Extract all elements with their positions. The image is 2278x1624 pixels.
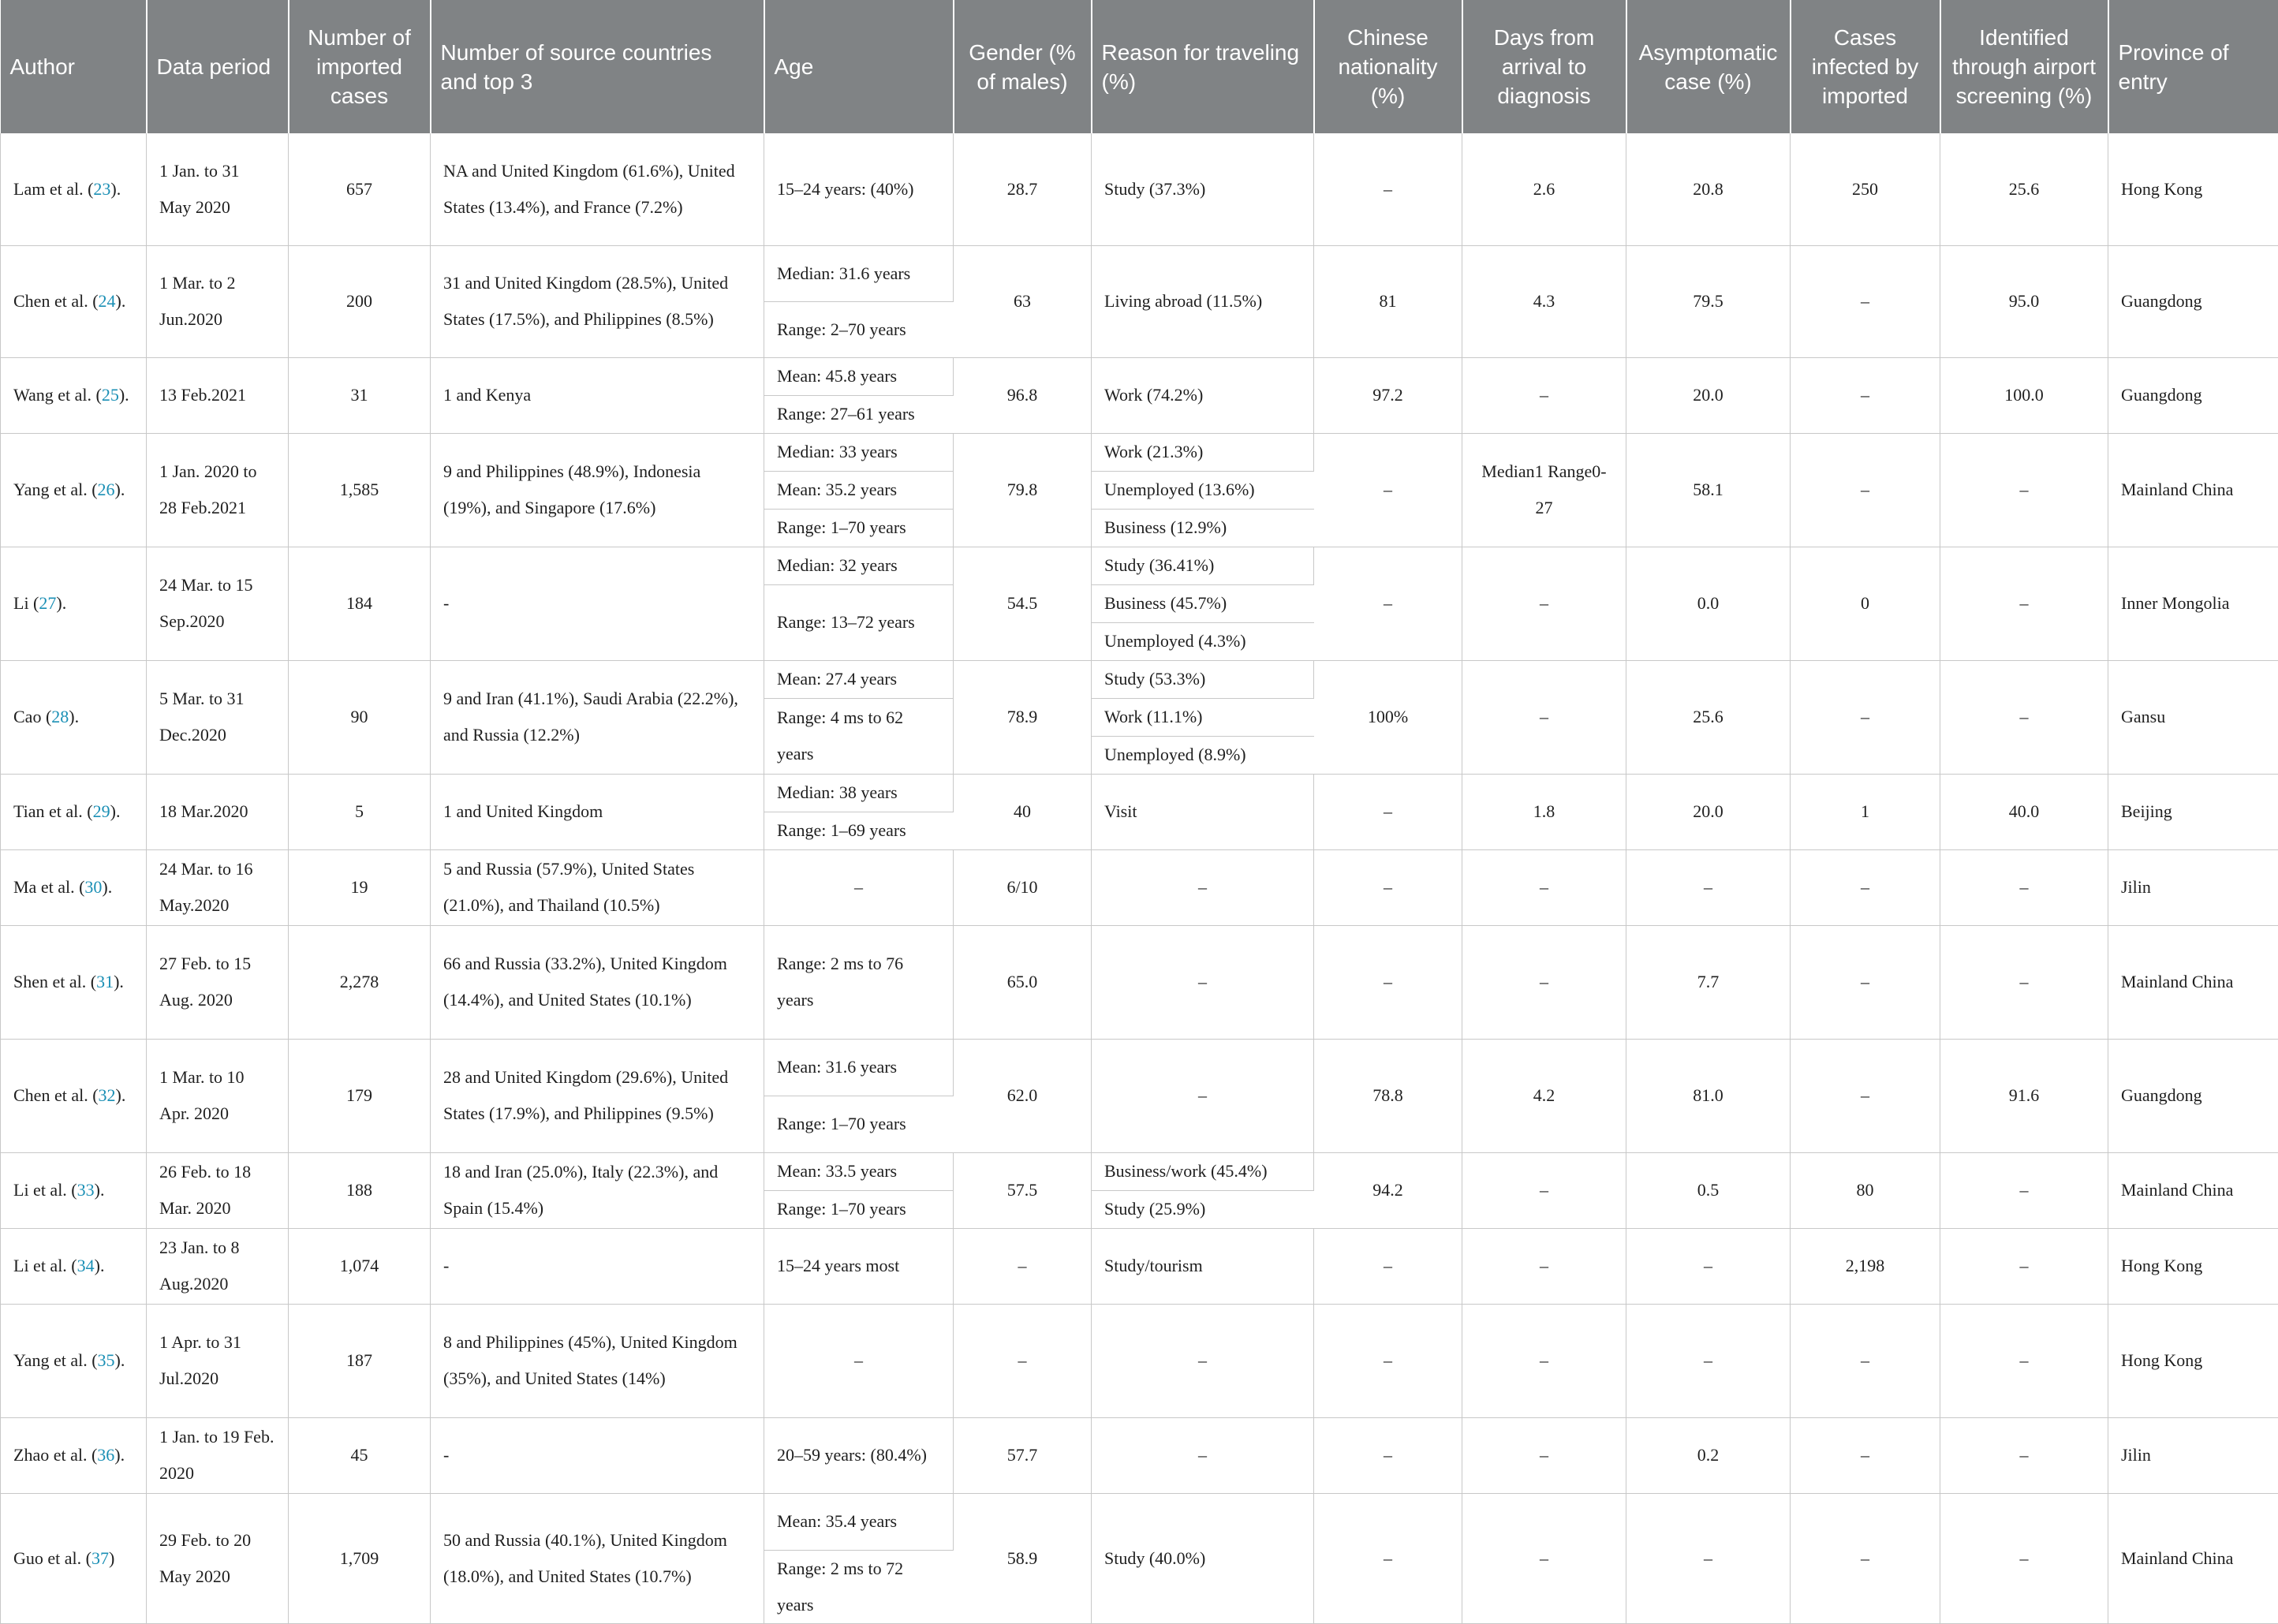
author-name: Lam et al. (: [13, 179, 93, 199]
imported-cases-cell: 90: [289, 660, 431, 774]
table-row: [1, 433, 2278, 471]
header-days: Days from arrival to diagnosis: [1462, 0, 1626, 133]
source-countries-cell: 8 and Philippines (45%), United Kingdom (35%), and United States (14%): [431, 1304, 764, 1417]
author-name: Cao (: [13, 707, 51, 726]
infected-by-imported-cell: –: [1791, 357, 1940, 433]
gender-cell: –: [954, 1228, 1092, 1304]
gender-cell: 62.0: [954, 1039, 1092, 1152]
reason-cell: –: [1092, 1417, 1314, 1493]
imported-cases-cell: 179: [289, 1039, 431, 1152]
source-countries-cell: 31 and United Kingdom (28.5%), United States (17.5%), and Philippines (8.5%): [431, 245, 764, 357]
age-cell: Range: 2–70 years: [764, 301, 954, 357]
author-name: Zhao et al. (: [13, 1445, 97, 1465]
airport-screening-cell: –: [1940, 1152, 2108, 1228]
chinese-nationality-cell: 100%: [1314, 660, 1462, 774]
age-cell: Range: 27–61 years: [764, 395, 954, 433]
author-cell: [1, 357, 147, 433]
airport-screening-cell: –: [1940, 1493, 2108, 1623]
citation-link[interactable]: 36: [97, 1445, 114, 1465]
days-to-diagnosis-cell: –: [1462, 849, 1626, 925]
data-period-cell: 1 Mar. to 10 Apr. 2020: [147, 1039, 289, 1152]
age-cell: Range: 1–70 years: [764, 509, 954, 547]
author-cell: [1, 1304, 147, 1417]
author-suffix: ).: [114, 1445, 125, 1465]
author-name: Shen et al. (: [13, 972, 96, 991]
reason-cell: Business (45.7%): [1092, 584, 1314, 622]
age-cell: Median: 32 years: [764, 547, 954, 584]
reason-cell: –: [1092, 925, 1314, 1039]
source-countries-cell: -: [431, 1417, 764, 1493]
gender-cell: 65.0: [954, 925, 1092, 1039]
table-row: [1, 660, 2278, 698]
reason-cell: –: [1092, 1304, 1314, 1417]
data-period-cell: 24 Mar. to 16 May.2020: [147, 849, 289, 925]
province-cell: Hong Kong: [2108, 133, 2278, 245]
age-cell: Range: 4 ms to 62 years: [764, 698, 954, 774]
infected-by-imported-cell: 1: [1791, 774, 1940, 849]
asymptomatic-cell: –: [1626, 1304, 1791, 1417]
chinese-nationality-cell: –: [1314, 1228, 1462, 1304]
citation-link[interactable]: 34: [77, 1256, 95, 1275]
table-row: [1, 1228, 2278, 1304]
citation-link[interactable]: 23: [93, 179, 110, 199]
table-row: [1, 245, 2278, 301]
infected-by-imported-cell: –: [1791, 925, 1940, 1039]
source-countries-cell: 66 and Russia (33.2%), United Kingdom (14.4%), and United States (10.1%): [431, 925, 764, 1039]
reason-cell: Visit: [1092, 774, 1314, 849]
chinese-nationality-cell: –: [1314, 774, 1462, 849]
author-suffix: ).: [115, 480, 125, 499]
author-cell: [1, 133, 147, 245]
header-asymptomatic: Asymptomatic case (%): [1626, 0, 1791, 133]
source-countries-cell: 1 and United Kingdom: [431, 774, 764, 849]
chinese-nationality-cell: 81: [1314, 245, 1462, 357]
header-province: Province of entry: [2108, 0, 2278, 133]
gender-cell: 58.9: [954, 1493, 1092, 1623]
imported-cases-cell: 657: [289, 133, 431, 245]
chinese-nationality-cell: –: [1314, 1304, 1462, 1417]
imported-cases-cell: 5: [289, 774, 431, 849]
province-cell: Mainland China: [2108, 1152, 2278, 1228]
reason-cell: –: [1092, 1039, 1314, 1152]
age-cell: Mean: 35.2 years: [764, 471, 954, 509]
table-row: [1, 1304, 2278, 1417]
province-cell: Guangdong: [2108, 1039, 2278, 1152]
gender-cell: 57.7: [954, 1417, 1092, 1493]
header-data-period: Data period: [147, 0, 289, 133]
days-to-diagnosis-cell: 2.6: [1462, 133, 1626, 245]
author-suffix: ).: [110, 179, 121, 199]
province-cell: Gansu: [2108, 660, 2278, 774]
age-cell: 15–24 years most: [764, 1228, 954, 1304]
days-to-diagnosis-cell: –: [1462, 1304, 1626, 1417]
source-countries-cell: 9 and Philippines (48.9%), Indonesia (19%), and Singapore (17.6%): [431, 433, 764, 547]
source-countries-cell: 18 and Iran (25.0%), Italy (22.3%), and Spain (15.4%): [431, 1152, 764, 1228]
author-cell: [1, 849, 147, 925]
header-age: Age: [764, 0, 954, 133]
source-countries-cell: 9 and Iran (41.1%), Saudi Arabia (22.2%), and Russia (12.2%): [431, 660, 764, 774]
author-cell: [1, 1228, 147, 1304]
header-chinese: Chinese nationality (%): [1314, 0, 1462, 133]
source-countries-cell: 1 and Kenya: [431, 357, 764, 433]
asymptomatic-cell: 58.1: [1626, 433, 1791, 547]
source-countries-cell: -: [431, 1228, 764, 1304]
infected-by-imported-cell: 80: [1791, 1152, 1940, 1228]
header-reason: Reason for traveling (%): [1092, 0, 1314, 133]
airport-screening-cell: 25.6: [1940, 133, 2108, 245]
age-cell: Range: 1–69 years: [764, 812, 954, 849]
data-period-cell: 23 Jan. to 8 Aug.2020: [147, 1228, 289, 1304]
source-countries-cell: 28 and United Kingdom (29.6%), United States (17.9%), and Philippines (9.5%): [431, 1039, 764, 1152]
author-cell: [1, 1417, 147, 1493]
data-period-cell: 27 Feb. to 15 Aug. 2020: [147, 925, 289, 1039]
infected-by-imported-cell: –: [1791, 1039, 1940, 1152]
gender-cell: 6/10: [954, 849, 1092, 925]
age-cell: Median: 33 years: [764, 433, 954, 471]
asymptomatic-cell: 0.5: [1626, 1152, 1791, 1228]
author-name: Yang et al. (: [13, 1350, 98, 1370]
author-cell: [1, 433, 147, 547]
airport-screening-cell: –: [1940, 925, 2108, 1039]
citation-link[interactable]: 24: [99, 291, 116, 311]
infected-by-imported-cell: –: [1791, 849, 1940, 925]
airport-screening-cell: 100.0: [1940, 357, 2108, 433]
days-to-diagnosis-cell: 4.2: [1462, 1039, 1626, 1152]
reason-cell: Work (11.1%): [1092, 698, 1314, 736]
infected-by-imported-cell: –: [1791, 1304, 1940, 1417]
age-cell: –: [764, 1304, 954, 1417]
gender-cell: 79.8: [954, 433, 1092, 547]
province-cell: Guangdong: [2108, 357, 2278, 433]
data-period-cell: 18 Mar.2020: [147, 774, 289, 849]
header-source: Number of source countries and top 3: [431, 0, 764, 133]
citation-link[interactable]: 28: [51, 707, 69, 726]
header-airport: Identified through airport screening (%): [1940, 0, 2108, 133]
age-cell: Mean: 35.4 years: [764, 1493, 954, 1550]
imported-cases-cell: 1,709: [289, 1493, 431, 1623]
province-cell: Mainland China: [2108, 925, 2278, 1039]
imported-cases-cell: 31: [289, 357, 431, 433]
table-row: [1, 1417, 2278, 1493]
infected-by-imported-cell: –: [1791, 245, 1940, 357]
age-cell: 15–24 years: (40%): [764, 133, 954, 245]
source-countries-cell: -: [431, 547, 764, 660]
author-suffix: ).: [119, 385, 129, 405]
reason-cell: Work (21.3%): [1092, 433, 1314, 471]
header-author: Author: [1, 0, 147, 133]
age-cell: Range: 13–72 years: [764, 584, 954, 660]
table-body: [1, 133, 2278, 1623]
province-cell: Jilin: [2108, 849, 2278, 925]
province-cell: Hong Kong: [2108, 1228, 2278, 1304]
table-row: [1, 1493, 2278, 1550]
days-to-diagnosis-cell: Median1 Range0-27: [1462, 433, 1626, 547]
chinese-nationality-cell: –: [1314, 133, 1462, 245]
reason-cell: Unemployed (8.9%): [1092, 736, 1314, 774]
citation-link[interactable]: 35: [98, 1350, 115, 1370]
citation-link[interactable]: 26: [98, 480, 115, 499]
chinese-nationality-cell: –: [1314, 925, 1462, 1039]
reason-cell: Work (74.2%): [1092, 357, 1314, 433]
author-name: Li et al. (: [13, 1256, 77, 1275]
reason-cell: Unemployed (13.6%): [1092, 471, 1314, 509]
asymptomatic-cell: 20.0: [1626, 774, 1791, 849]
author-name: Chen et al. (: [13, 291, 99, 311]
infected-by-imported-cell: –: [1791, 660, 1940, 774]
infected-by-imported-cell: 250: [1791, 133, 1940, 245]
age-cell: Mean: 31.6 years: [764, 1039, 954, 1096]
airport-screening-cell: –: [1940, 660, 2108, 774]
citation-link[interactable]: 30: [84, 877, 102, 897]
author-suffix: ).: [95, 1180, 105, 1200]
infected-by-imported-cell: 2,198: [1791, 1228, 1940, 1304]
chinese-nationality-cell: 97.2: [1314, 357, 1462, 433]
gender-cell: 78.9: [954, 660, 1092, 774]
days-to-diagnosis-cell: –: [1462, 925, 1626, 1039]
province-cell: Guangdong: [2108, 245, 2278, 357]
header-imported: Number of imported cases: [289, 0, 431, 133]
age-cell: Range: 1–70 years: [764, 1096, 954, 1152]
reason-cell: Business/work (45.4%): [1092, 1152, 1314, 1190]
citation-link[interactable]: 31: [96, 972, 114, 991]
province-cell: Inner Mongolia: [2108, 547, 2278, 660]
airport-screening-cell: –: [1940, 547, 2108, 660]
chinese-nationality-cell: –: [1314, 849, 1462, 925]
days-to-diagnosis-cell: –: [1462, 357, 1626, 433]
author-cell: [1, 1152, 147, 1228]
asymptomatic-cell: –: [1626, 1493, 1791, 1623]
airport-screening-cell: –: [1940, 1417, 2108, 1493]
reason-cell: Business (12.9%): [1092, 509, 1314, 547]
author-cell: [1, 1039, 147, 1152]
infected-by-imported-cell: –: [1791, 1493, 1940, 1623]
author-suffix: ).: [114, 972, 124, 991]
author-cell: [1, 774, 147, 849]
data-period-cell: 24 Mar. to 15 Sep.2020: [147, 547, 289, 660]
table-row: [1, 925, 2278, 1039]
gender-cell: –: [954, 1304, 1092, 1417]
citation-link[interactable]: 37: [91, 1548, 109, 1568]
imported-cases-cell: 45: [289, 1417, 431, 1493]
asymptomatic-cell: 79.5: [1626, 245, 1791, 357]
infected-by-imported-cell: –: [1791, 433, 1940, 547]
table-row: [1, 849, 2278, 925]
imported-cases-cell: 187: [289, 1304, 431, 1417]
data-period-cell: 1 Mar. to 2 Jun.2020: [147, 245, 289, 357]
airport-screening-cell: –: [1940, 1228, 2108, 1304]
imported-cases-cell: 200: [289, 245, 431, 357]
province-cell: Jilin: [2108, 1417, 2278, 1493]
gender-cell: 63: [954, 245, 1092, 357]
data-period-cell: 1 Jan. to 31 May 2020: [147, 133, 289, 245]
source-countries-cell: 5 and Russia (57.9%), United States (21.0%), and Thailand (10.5%): [431, 849, 764, 925]
author-cell: [1, 547, 147, 660]
chinese-nationality-cell: 78.8: [1314, 1039, 1462, 1152]
author-cell: [1, 925, 147, 1039]
airport-screening-cell: –: [1940, 849, 2108, 925]
airport-screening-cell: 91.6: [1940, 1039, 2108, 1152]
airport-screening-cell: –: [1940, 433, 2108, 547]
source-countries-cell: NA and United Kingdom (61.6%), United States (13.4%), and France (7.2%): [431, 133, 764, 245]
infected-by-imported-cell: –: [1791, 1417, 1940, 1493]
author-name: Ma et al. (: [13, 877, 84, 897]
author-name: Guo et al. (: [13, 1548, 91, 1568]
chinese-nationality-cell: –: [1314, 547, 1462, 660]
reason-cell: Unemployed (4.3%): [1092, 622, 1314, 660]
airport-screening-cell: 40.0: [1940, 774, 2108, 849]
author-name: Wang et al. (: [13, 385, 102, 405]
imported-cases-cell: 184: [289, 547, 431, 660]
author-suffix: ).: [116, 1085, 126, 1105]
reason-cell: Study (25.9%): [1092, 1190, 1314, 1228]
author-name: Li (: [13, 593, 39, 613]
days-to-diagnosis-cell: –: [1462, 660, 1626, 774]
imported-cases-cell: 1,585: [289, 433, 431, 547]
gender-cell: 57.5: [954, 1152, 1092, 1228]
asymptomatic-cell: 20.8: [1626, 133, 1791, 245]
table-row: [1, 357, 2278, 395]
province-cell: Mainland China: [2108, 433, 2278, 547]
age-cell: 20–59 years: (80.4%): [764, 1417, 954, 1493]
age-cell: Median: 31.6 years: [764, 245, 954, 301]
province-cell: Beijing: [2108, 774, 2278, 849]
reason-cell: Study (36.41%): [1092, 547, 1314, 584]
imported-cases-cell: 188: [289, 1152, 431, 1228]
reason-cell: Living abroad (11.5%): [1092, 245, 1314, 357]
asymptomatic-cell: 7.7: [1626, 925, 1791, 1039]
airport-screening-cell: 95.0: [1940, 245, 2108, 357]
gender-cell: 40: [954, 774, 1092, 849]
citation-link[interactable]: 27: [39, 593, 56, 613]
age-cell: –: [764, 849, 954, 925]
data-period-cell: 1 Apr. to 31 Jul.2020: [147, 1304, 289, 1417]
days-to-diagnosis-cell: –: [1462, 1228, 1626, 1304]
reason-cell: Study/tourism: [1092, 1228, 1314, 1304]
chinese-nationality-cell: 94.2: [1314, 1152, 1462, 1228]
age-cell: Range: 2 ms to 76 years: [764, 925, 954, 1039]
author-suffix: ).: [102, 877, 112, 897]
author-cell: [1, 1493, 147, 1623]
chinese-nationality-cell: –: [1314, 1417, 1462, 1493]
source-countries-cell: 50 and Russia (40.1%), United Kingdom (18.0%), and United States (10.7%): [431, 1493, 764, 1623]
imported-cases-cell: 2,278: [289, 925, 431, 1039]
province-cell: Mainland China: [2108, 1493, 2278, 1623]
data-period-cell: 5 Mar. to 31 Dec.2020: [147, 660, 289, 774]
gender-cell: 28.7: [954, 133, 1092, 245]
citation-link[interactable]: 32: [99, 1085, 116, 1105]
province-cell: Hong Kong: [2108, 1304, 2278, 1417]
data-period-cell: 1 Jan. 2020 to 28 Feb.2021: [147, 433, 289, 547]
gender-cell: 96.8: [954, 357, 1092, 433]
days-to-diagnosis-cell: –: [1462, 1152, 1626, 1228]
age-cell: Mean: 45.8 years: [764, 357, 954, 395]
author-cell: [1, 660, 147, 774]
author-cell: [1, 245, 147, 357]
asymptomatic-cell: 25.6: [1626, 660, 1791, 774]
author-suffix: ).: [56, 593, 66, 613]
author-name: Chen et al. (: [13, 1085, 99, 1105]
table-row: [1, 774, 2278, 812]
days-to-diagnosis-cell: –: [1462, 1493, 1626, 1623]
table-row: [1, 133, 2278, 245]
age-cell: Range: 1–70 years: [764, 1190, 954, 1228]
airport-screening-cell: –: [1940, 1304, 2108, 1417]
author-name: Tian et al. (: [13, 801, 93, 821]
gender-cell: 54.5: [954, 547, 1092, 660]
chinese-nationality-cell: –: [1314, 1493, 1462, 1623]
data-period-cell: 26 Feb. to 18 Mar. 2020: [147, 1152, 289, 1228]
age-cell: Mean: 27.4 years: [764, 660, 954, 698]
days-to-diagnosis-cell: 4.3: [1462, 245, 1626, 357]
author-suffix: ).: [95, 1256, 105, 1275]
header-gender: Gender (% of males): [954, 0, 1092, 133]
citation-link[interactable]: 33: [77, 1180, 95, 1200]
data-period-cell: 13 Feb.2021: [147, 357, 289, 433]
header-infected: Cases infected by imported: [1791, 0, 1940, 133]
author-suffix: ).: [116, 291, 126, 311]
author-name: Yang et al. (: [13, 480, 98, 499]
infected-by-imported-cell: 0: [1791, 547, 1940, 660]
data-period-cell: 29 Feb. to 20 May 2020: [147, 1493, 289, 1623]
reason-cell: Study (40.0%): [1092, 1493, 1314, 1623]
author-name: Li et al. (: [13, 1180, 77, 1200]
age-cell: Median: 38 years: [764, 774, 954, 812]
author-suffix: ): [109, 1548, 114, 1568]
author-suffix: ).: [69, 707, 79, 726]
asymptomatic-cell: 0.2: [1626, 1417, 1791, 1493]
asymptomatic-cell: –: [1626, 849, 1791, 925]
imported-cases-cell: 19: [289, 849, 431, 925]
asymptomatic-cell: 0.0: [1626, 547, 1791, 660]
table-row: [1, 1039, 2278, 1096]
author-suffix: ).: [115, 1350, 125, 1370]
asymptomatic-cell: 20.0: [1626, 357, 1791, 433]
asymptomatic-cell: 81.0: [1626, 1039, 1791, 1152]
days-to-diagnosis-cell: –: [1462, 547, 1626, 660]
data-period-cell: 1 Jan. to 19 Feb. 2020: [147, 1417, 289, 1493]
reason-cell: –: [1092, 849, 1314, 925]
days-to-diagnosis-cell: 1.8: [1462, 774, 1626, 849]
asymptomatic-cell: –: [1626, 1228, 1791, 1304]
citation-link[interactable]: 29: [93, 801, 110, 821]
table-row: [1, 1152, 2278, 1190]
table-header: [1, 0, 2278, 133]
age-cell: Mean: 33.5 years: [764, 1152, 954, 1190]
age-cell: Range: 2 ms to 72 years: [764, 1550, 954, 1623]
citation-link[interactable]: 25: [102, 385, 119, 405]
imported-cases-cell: 1,074: [289, 1228, 431, 1304]
table-row: [1, 547, 2278, 584]
reason-cell: Study (37.3%): [1092, 133, 1314, 245]
reason-cell: Study (53.3%): [1092, 660, 1314, 698]
days-to-diagnosis-cell: –: [1462, 1417, 1626, 1493]
author-suffix: ).: [110, 801, 121, 821]
chinese-nationality-cell: –: [1314, 433, 1462, 547]
